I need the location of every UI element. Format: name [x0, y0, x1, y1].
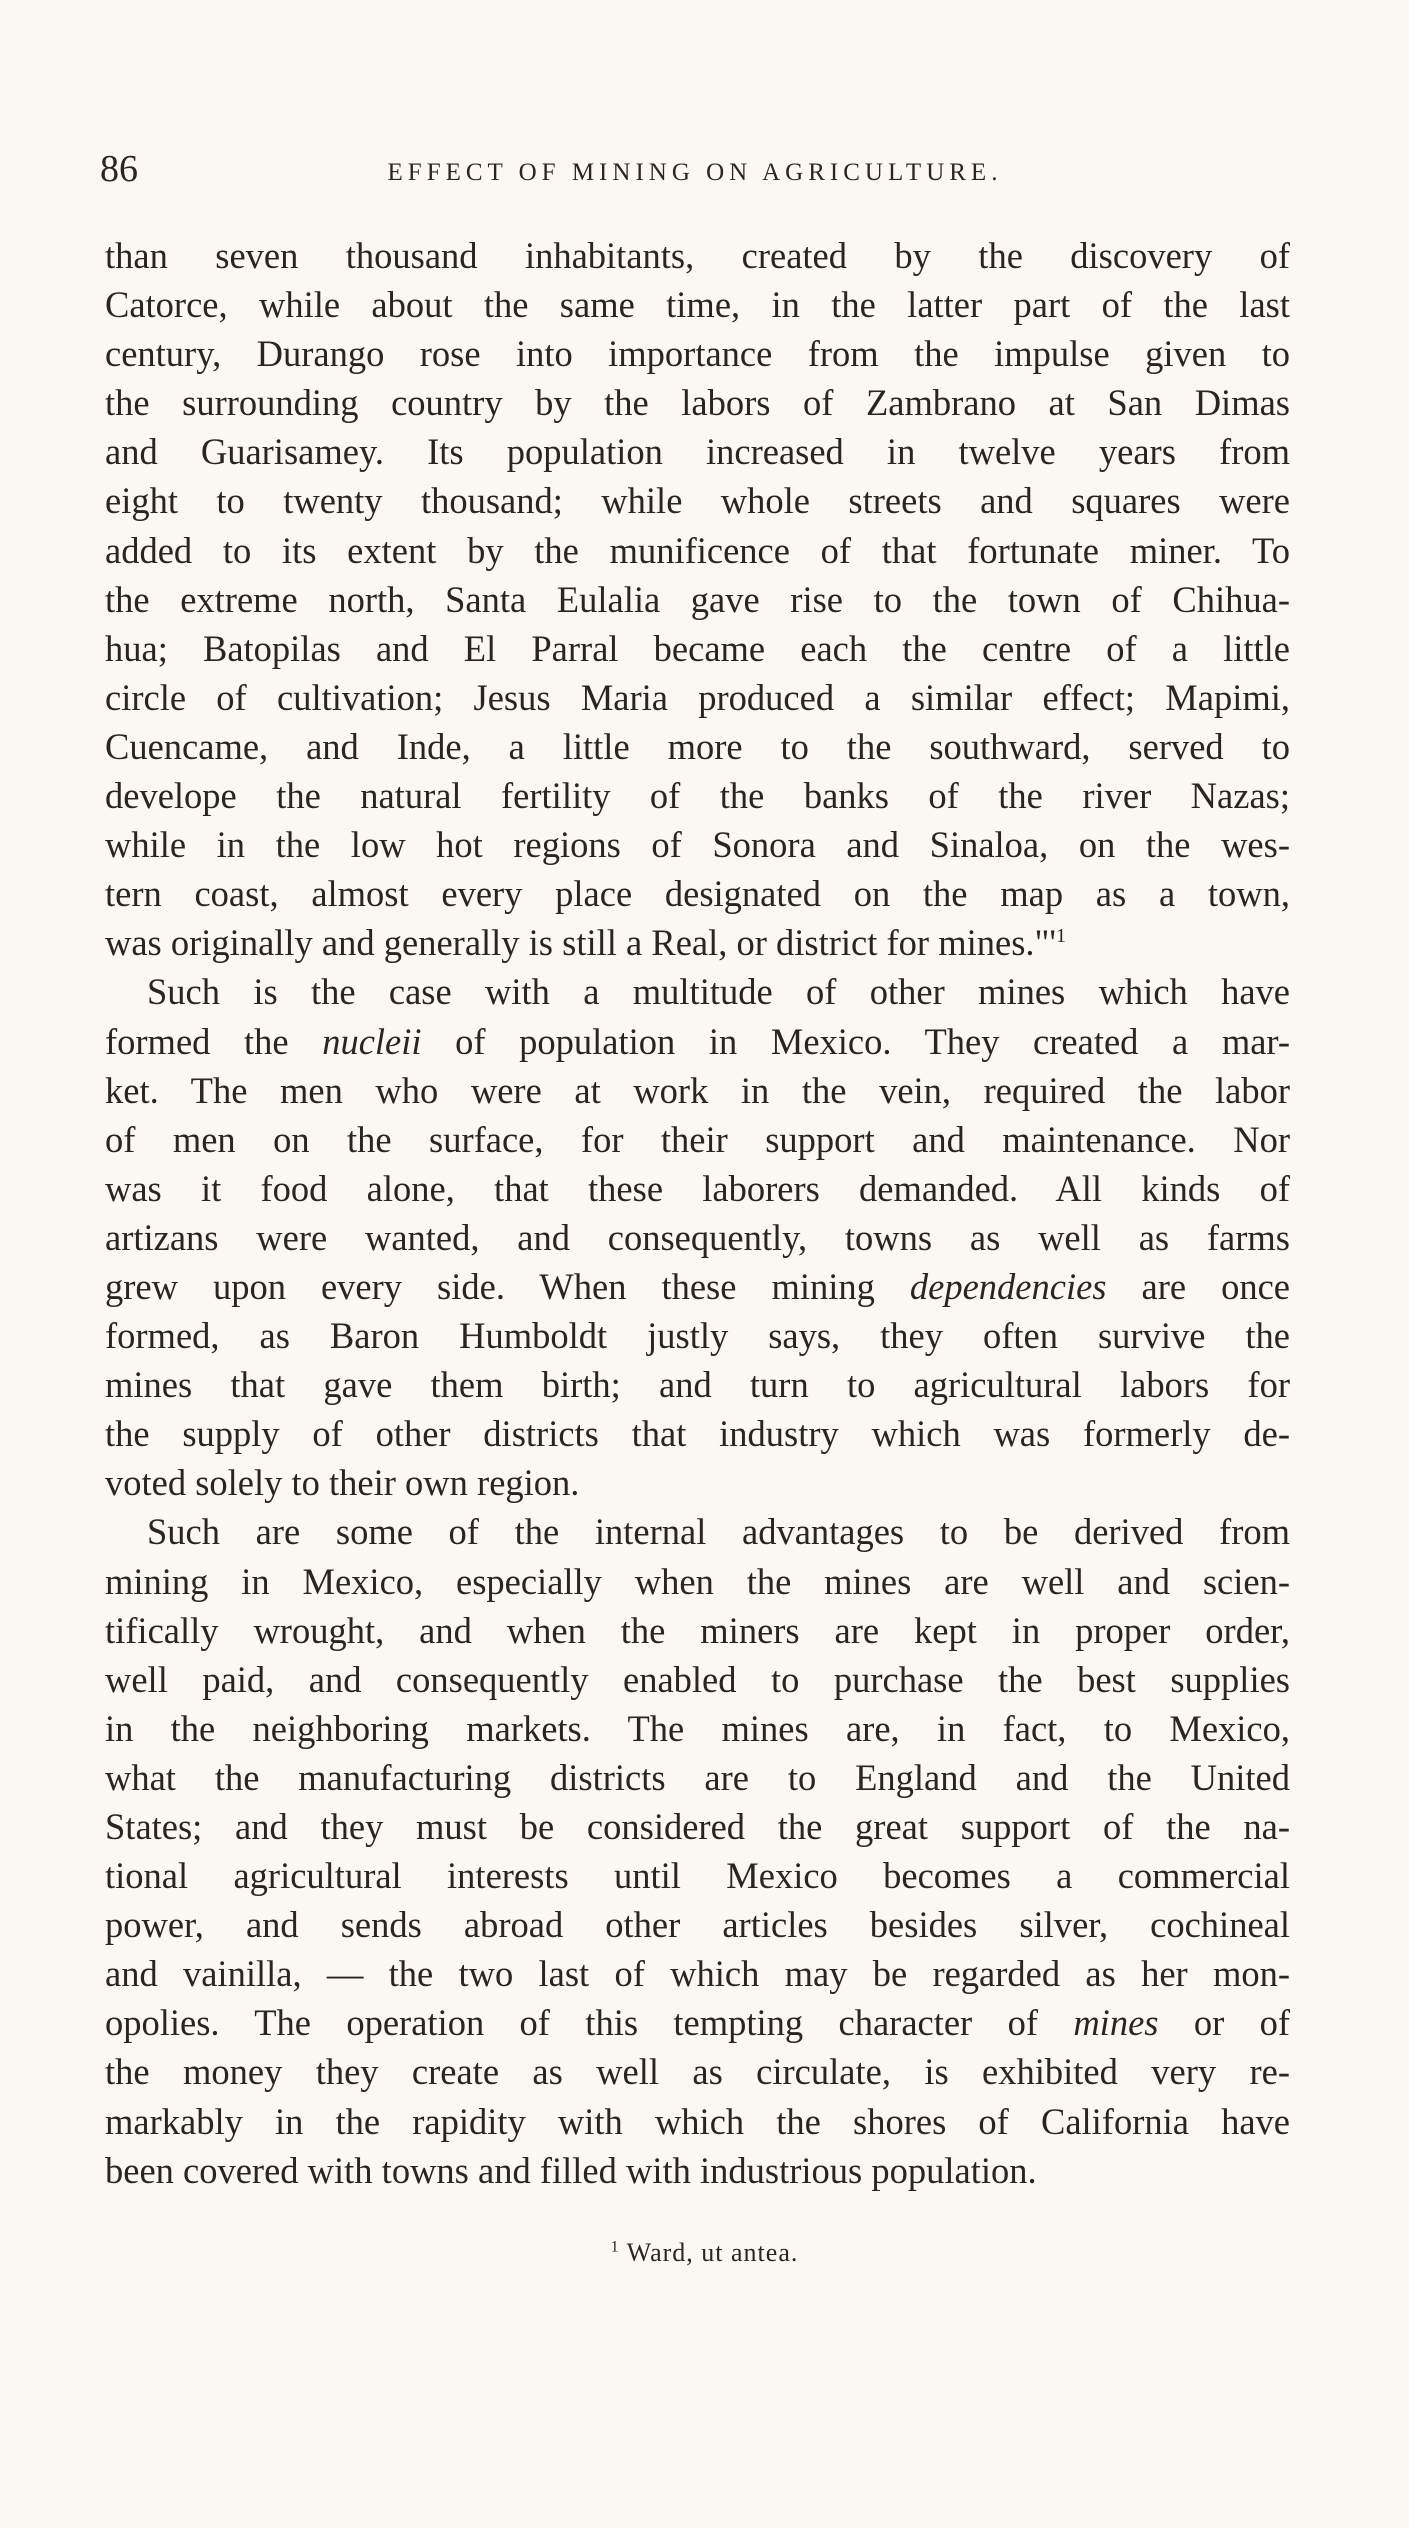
text-run: formed the	[105, 1020, 323, 1062]
text-line	[105, 1262, 1290, 1311]
footnote	[0, 2240, 1409, 2266]
text-line: and Guarisamey. Its population increased in twelve years from	[105, 431, 1290, 473]
body-text	[105, 231, 1290, 2195]
footnote-text: Ward, ut antea.	[626, 2238, 799, 2267]
text-line: while in the low hot regions of Sonora and Sinaloa, on the wes-	[105, 824, 1290, 866]
text-run: of population in Mexico. They created a mar-	[421, 1020, 1290, 1062]
text-line: been covered with towns and filled with industrious population.	[105, 2149, 1037, 2191]
text-line: the surrounding country by the labors of Zambrano at San Dimas	[105, 382, 1290, 424]
text-line: voted solely to their own region.	[105, 1462, 580, 1504]
text-line: in the neighboring markets. The mines are, in fact, to Mexico,	[105, 1707, 1290, 1749]
text-line: added to its extent by the munificence of that fortunate miner. To	[105, 529, 1290, 571]
text-line: formed, as Baron Humboldt justly says, they often survive the	[105, 1315, 1290, 1357]
text-line: develope the natural fertility of the banks of the river Nazas;	[105, 775, 1290, 817]
text-line: tional agricultural interests until Mexico becomes a commercial	[105, 1855, 1290, 1897]
page-number: 86	[100, 148, 138, 190]
text-line: Catorce, while about the same time, in the latter part of the last	[105, 284, 1290, 326]
text-run: opolies. The operation of this tempting character of	[105, 2002, 1074, 2044]
text-line: the supply of other districts that industry which was formerly de-	[105, 1413, 1290, 1455]
text-line: and vainilla, — the two last of which may be regarded as her mon-	[105, 1953, 1290, 1995]
paragraph-1	[105, 231, 1290, 967]
text-line: of men on the surface, for their support and maintenance. Nor	[105, 1118, 1290, 1160]
text-line: well paid, and consequently enabled to purchase the best supplies	[105, 1658, 1290, 1700]
text-line-content: was originally and generally is still a Real, or district for mines."'	[105, 922, 1056, 964]
text-line: was it food alone, that these laborers demanded. All kinds of	[105, 1167, 1290, 1209]
text-line: ket. The men who were at work in the vein, required the labor	[105, 1069, 1290, 1111]
text-line: mining in Mexico, especially when the mines are well and scien-	[105, 1560, 1290, 1602]
page-header	[100, 150, 1290, 210]
text-line: tifically wrought, and when the miners are kept in proper order,	[105, 1609, 1290, 1651]
text-line: what the manufacturing districts are to England and the United	[105, 1756, 1290, 1798]
text-line: Cuencame, and Inde, a little more to the southward, served to	[105, 725, 1290, 767]
text-line: the money they create as well as circulate, is exhibited very re-	[105, 2051, 1290, 2093]
text-line: Such are some of the internal advantages to be derived from	[147, 1511, 1290, 1553]
running-head: EFFECT OF MINING ON AGRICULTURE.	[387, 159, 1003, 186]
text-line: eight to twenty thousand; while whole streets and squares were	[105, 480, 1290, 522]
footnote-marker: 1	[610, 2238, 620, 2256]
text-line: States; and they must be considered the great support of the na-	[105, 1806, 1290, 1847]
text-line: Such is the case with a multitude of other mines which have	[147, 971, 1290, 1013]
italic-term: mines	[1073, 2002, 1159, 2044]
text-line: than seven thousand inhabitants, created by the discovery of	[105, 235, 1290, 276]
text-line: mines that gave them birth; and turn to agricultural labors for	[105, 1364, 1290, 1406]
text-line: markably in the rapidity with which the shores of California have	[105, 2100, 1290, 2142]
text-line: the extreme north, Santa Eulalia gave rise to the town of Chihua-	[105, 578, 1290, 620]
text-line	[105, 1998, 1290, 2047]
paragraph-2	[105, 967, 1290, 1507]
text-line: tern coast, almost every place designated on the map as a town,	[105, 873, 1290, 915]
text-line: century, Durango rose into importance from the impulse given to	[105, 333, 1290, 375]
text-line	[105, 918, 1290, 967]
text-run: are once	[1106, 1265, 1290, 1307]
text-line	[105, 1017, 1290, 1066]
text-run: grew upon every side. When these mining	[105, 1265, 910, 1307]
text-line: hua; Batopilas and El Parral became each the centre of a little	[105, 627, 1290, 669]
paragraph-3	[105, 1507, 1290, 2194]
italic-term: dependencies	[909, 1265, 1107, 1307]
text-line: artizans were wanted, and consequently, towns as well as farms	[105, 1216, 1290, 1258]
footnote-reference: 1	[1056, 925, 1067, 948]
text-line: circle of cultivation; Jesus Maria produced a similar effect; Mapimi,	[105, 676, 1290, 718]
italic-term: nucleii	[322, 1020, 422, 1062]
text-line: power, and sends abroad other articles besides silver, cochineal	[105, 1904, 1290, 1946]
text-run: or of	[1158, 2002, 1291, 2044]
